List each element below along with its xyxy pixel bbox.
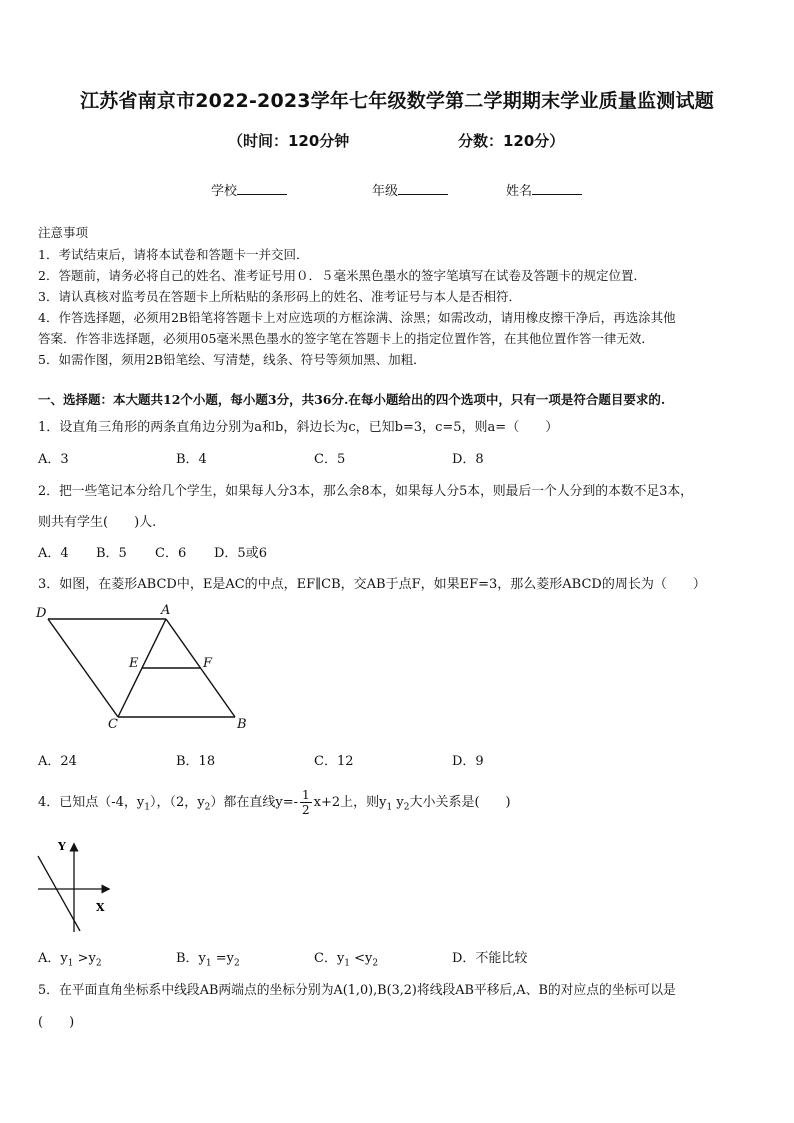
notice-item: 3．请认真核对监考员在答题卡上所粘贴的条形码上的姓名、准考证号与本人是否相符． — [38, 289, 521, 304]
x-axis-label: X — [96, 901, 105, 914]
q4-text: ），（2，y — [150, 795, 205, 810]
q4-sub: 2 — [403, 802, 410, 813]
page-title: 江苏省南京市2022-2023学年七年级数学第二学期期末学业质量监测试题 — [80, 90, 714, 112]
name-blank — [532, 182, 582, 195]
grade-label: 年级 — [372, 184, 399, 199]
option-sub: 2 — [372, 958, 379, 969]
q4-text: x+2上，则y — [313, 795, 387, 810]
option-sub: 1 — [344, 958, 351, 969]
q4-text: 大小关系是( ) — [409, 795, 511, 810]
option-text: C．y — [314, 951, 345, 966]
label-d: D — [36, 606, 47, 621]
school-blank — [237, 182, 287, 195]
exam-score: 分数：120分） — [458, 132, 565, 150]
q4-text: y — [392, 795, 404, 810]
q1-option-c: C．5 — [314, 452, 346, 467]
option-sub: 1 — [205, 958, 212, 969]
notice-item: 4．作答选择题，必须用2B铅笔将答题卡上对应选项的方框涂满、涂黑；如需改动，请用橡皮擦干净后，再选涂其他 — [38, 310, 676, 325]
option-sub: 2 — [95, 958, 102, 969]
q2-option-c: C．6 — [155, 546, 187, 561]
line-graph-figure — [30, 836, 120, 936]
notice-item: 5．如需作图，须用2B铅笔绘、写清楚，线条、符号等须加黑、加粗． — [38, 352, 426, 367]
notice-heading: 注意事项 — [38, 225, 89, 240]
q2-option-d: D．5或6 — [214, 546, 267, 561]
grade-field — [372, 180, 448, 199]
q4-text: 4．已知点（-4，y — [38, 795, 145, 810]
y-axis-label: Y — [58, 840, 66, 853]
option-sub: 1 — [67, 958, 74, 969]
name-label: 姓名 — [506, 184, 533, 199]
q1-option-d: D．8 — [452, 452, 484, 467]
option-text: B．y — [176, 951, 206, 966]
name-field — [506, 180, 582, 199]
rhombus-figure — [30, 600, 260, 735]
question-2-stem-cont: 则共有学生( )人. — [38, 515, 157, 530]
option-text: >y — [73, 951, 96, 966]
q1-option-a: A．3 — [38, 452, 69, 467]
label-e: E — [129, 656, 139, 671]
option-text: =y — [211, 951, 235, 966]
option-text: D．不能比较 — [452, 951, 528, 966]
exam-time: （时间：120分钟 — [228, 132, 350, 150]
q3-option-c: C．12 — [314, 754, 354, 769]
q4-sub: 1 — [386, 802, 393, 813]
q1-option-b: B．4 — [176, 452, 207, 467]
option-text: A．y — [38, 951, 68, 966]
notice-item: 1．考试结束后，请将本试卷和答题卡一并交回． — [38, 247, 309, 262]
question-5-stem: 5．在平面直角坐标系中线段AB两端点的坐标分别为A(1,0),B(3,2)将线段AB平移后,A、B的对应点的坐标可以是 — [38, 983, 676, 998]
label-a: A — [161, 603, 171, 618]
q4-sub: 2 — [204, 802, 211, 813]
question-4-stem — [38, 788, 511, 817]
q2-option-b: B．5 — [96, 546, 127, 561]
question-5-paren: ( ) — [38, 1015, 75, 1030]
q3-option-d: D．9 — [452, 754, 484, 769]
fraction — [300, 788, 312, 817]
q4-option-c — [314, 947, 378, 969]
option-text: <y — [350, 951, 373, 966]
q3-option-b: B．18 — [176, 754, 216, 769]
option-sub: 2 — [234, 958, 240, 969]
segment-cd — [48, 619, 118, 717]
grade-blank — [398, 182, 448, 195]
section-heading: 一、选择题：本大题共12个小题，每小题3分，共36分.在每小题给出的四个选项中，只有一项是符合题目要求的. — [38, 392, 666, 407]
school-field — [211, 180, 287, 199]
question-3-stem: 3．如图，在菱形ABCD中，E是AC的中点，EF∥CB，交AB于点F，如果EF=3，那么菱形ABCD的周长为（ ） — [38, 577, 706, 592]
q4-text: ）都在直线y=- — [210, 795, 299, 810]
q4-option-a — [38, 947, 102, 969]
q4-option-b — [176, 947, 240, 969]
label-c: C — [108, 717, 118, 732]
q2-option-a: A．4 — [38, 546, 69, 561]
q4-option-d — [452, 947, 527, 966]
question-2-stem: 2．把一些笔记本分给几个学生，如果每人分3本，那么余8本，如果每人分5本，则最后一个人分到的本数不足3本， — [38, 484, 693, 499]
label-b: B — [237, 717, 247, 732]
school-label: 学校 — [211, 184, 238, 199]
fraction-denominator: 2 — [302, 803, 310, 817]
notice-item: 答案．作答非选择题，必须用05毫米黑色墨水的签字笔在答题卡上的指定位置作答，在其他位置作答一律无效． — [38, 331, 654, 346]
q3-option-a: A．24 — [38, 754, 77, 769]
notice-item: 2．答题前，请务必将自己的姓名、准考证号用０．５毫米黑色墨水的签字笔填写在试卷及答题卡的规定位置． — [38, 268, 646, 283]
q4-sub: 1 — [144, 802, 151, 813]
question-1-stem: 1．设直角三角形的两条直角边分别为a和b，斜边长为c，已知b=3，c=5，则a=（ ） — [38, 420, 559, 435]
label-f: F — [203, 656, 213, 671]
fraction-numerator: 1 — [302, 788, 310, 802]
